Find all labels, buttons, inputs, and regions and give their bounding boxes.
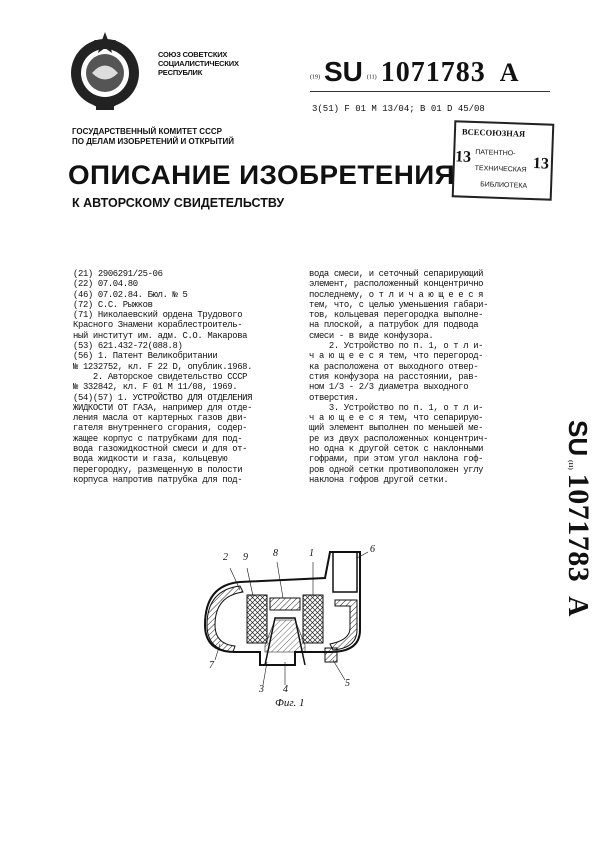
- union-name: [158, 50, 239, 77]
- ipc-classification: 3(51) F 01 M 13/04; В 01 D 45/08: [312, 104, 485, 114]
- drawing-label: 3: [259, 684, 264, 695]
- drawing-label: 1: [309, 548, 314, 559]
- drawing-label: 4: [283, 684, 288, 695]
- stamp-number-right: 13: [532, 155, 550, 173]
- side-kind: A: [562, 596, 593, 617]
- side-number: 1071783: [562, 473, 595, 583]
- drawing-label: 2: [223, 552, 228, 563]
- technical-drawing: [185, 540, 385, 720]
- country-code: SU: [324, 56, 363, 87]
- stamp-number-left: 13: [454, 148, 472, 166]
- side-patent-number: [545, 420, 595, 680]
- union-line: РЕСПУБЛИК: [158, 68, 203, 77]
- figure-caption: Фиг. 1: [275, 697, 305, 709]
- stamp-line-1: ВСЕСОЮЗНАЯ: [461, 126, 526, 139]
- ussr-emblem-icon: [62, 28, 148, 114]
- side-code-11: (11): [567, 460, 573, 470]
- committee-line: ГОСУДАРСТВЕННЫЙ КОМИТЕТ СССР: [72, 127, 222, 136]
- drawing-label: 8: [273, 548, 278, 559]
- code-19: (19): [310, 74, 320, 81]
- publication-number: [310, 56, 518, 89]
- stamp-line-2: ПАТЕНТНО-: [475, 149, 516, 158]
- committee-line: ПО ДЕЛАМ ИЗОБРЕТЕНИЙ И ОТКРЫТИЙ: [72, 137, 235, 146]
- committee-name: [72, 127, 234, 147]
- kind-code: A: [499, 58, 519, 87]
- bibliographic-column: (21) 2906291/25-06 (22) 07.04.80 (46) 07.02.84. Бюл. № 5 (72) С.С. Рыжков (71) Николаевский ордена Трудового Красного Знамени кораблестроитель- ный институт им. адм. С.О. Макарова (53) 621.432-72(088.8) (56) 1. Патент Великобритании № 1232752, кл. F 22 D, опублик.1968. 2. Авторское свидетельство СССР № 332842, кл. F 01 M 11/08, 1969. (54)(57) 1. УСТРОЙСТВО ДЛЯ ОТДЕЛЕНИЯ ЖИДКОСТИ ОТ ГАЗА, например для отде- ления масла от картерных газов дви- гателя внутреннего сгорания, содер- жащее корпус с патрубками для под- вода газожидкостной смеси и для от- вода жидкости и газа, кольцевую перегородку, размещенную в полости корпуса напротив патрубка для под-: [73, 269, 253, 485]
- code-11: (11): [366, 74, 377, 81]
- drawing-label: 9: [243, 552, 248, 563]
- stamp-line-4: БИБЛИОТЕКА: [480, 181, 528, 190]
- drawing-label: 7: [209, 660, 214, 671]
- library-stamp: [452, 120, 555, 200]
- side-country-code: SU: [563, 420, 593, 457]
- drawing-label: 6: [370, 544, 375, 555]
- header-divider: [310, 91, 550, 92]
- patent-number: 1071783: [380, 57, 486, 88]
- drawing-label: 5: [345, 678, 350, 689]
- claims-column: вода смеси, и сеточный сепарирующий элемент, расположенный концентрично последнему, о т л и ч а ю щ е е с я тем, что, с целью уменьшения габари- тов, кольцевая перегородка выполне- на плоской, а патрубок для подвода смеси - в виде конфузора. 2. Устройство по п. 1, о т л и- ч а ю щ е е с я тем, что перегород- ка расположена от выходного отвер- стия конфузора на расстоянии, рав- ном 1/3 - 2/3 диаметра выходного отверстия. 3. Устройство по п. 1, о т л и- ч а ю щ е е с я тем, что сепарирую- щий элемент выполнен по меньшей ме- ре из двух расположенных концентрич- но одна к другой сеток с наклонными гофрами, при этом угол наклона гоф- ров одной сетки противоположен углу наклона гофров другой сетки.: [309, 269, 489, 485]
- document-title: ОПИСАНИЕ ИЗОБРЕТЕНИЯ: [68, 160, 456, 190]
- union-line: СОЦИАЛИСТИЧЕСКИХ: [158, 59, 239, 68]
- union-line: СОЮЗ СОВЕТСКИХ: [158, 50, 228, 59]
- stamp-line-3: ТЕХНИЧЕСКАЯ: [474, 165, 527, 174]
- document-subtitle: К АВТОРСКОМУ СВИДЕТЕЛЬСТВУ: [72, 196, 285, 210]
